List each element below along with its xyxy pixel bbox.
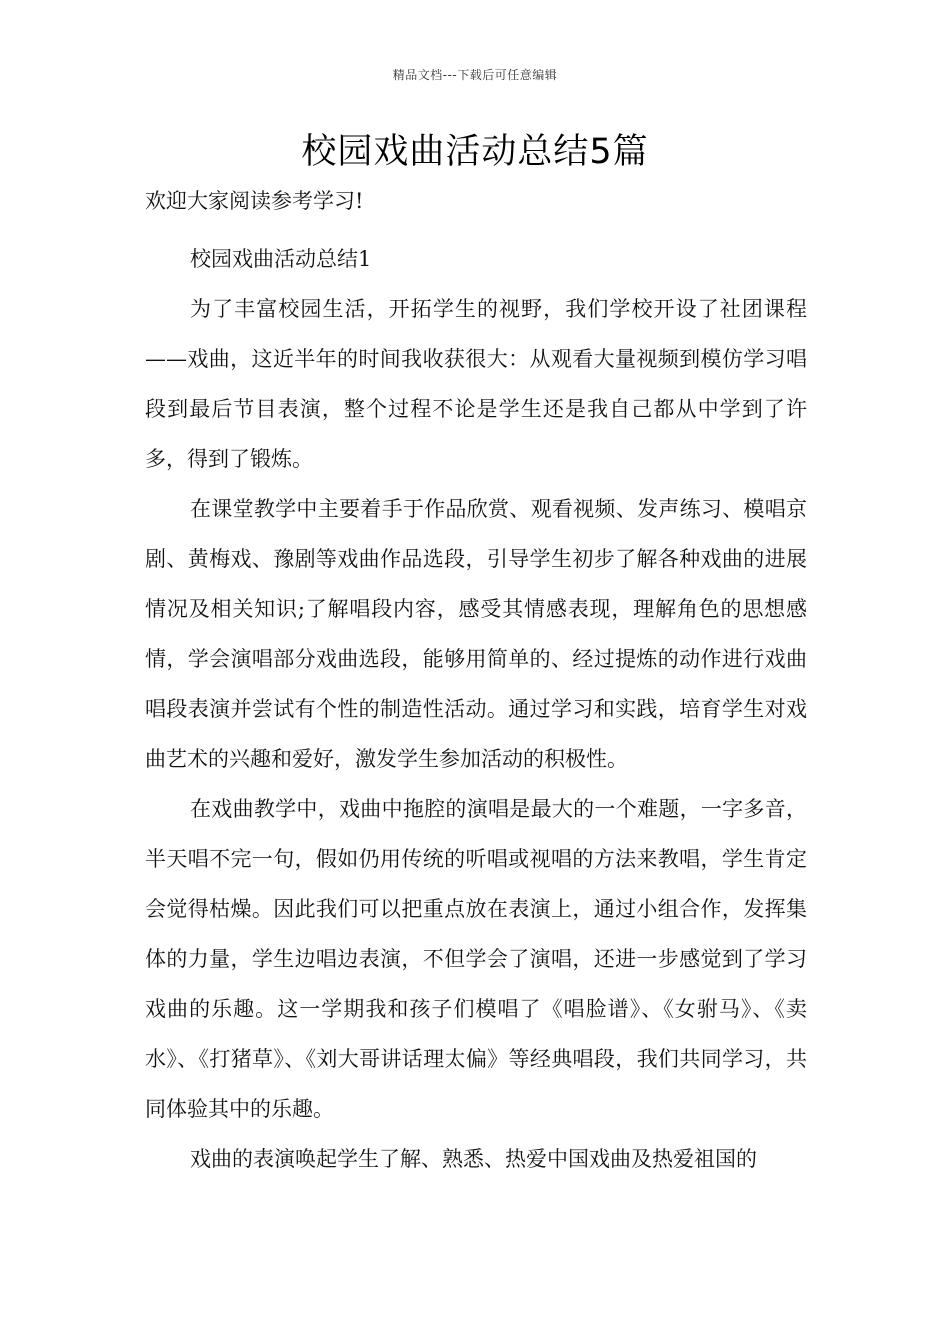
intro-line: 欢迎大家阅读参考学习! bbox=[145, 189, 364, 213]
paragraph: 戏曲的表演唤起学生了解、熟悉、热爱中国戏曲及热爱祖国的 bbox=[190, 1147, 757, 1171]
paragraph: 在课堂教学中主要着手于作品欣赏、观看视频、发声练习、模唱京剧、黄梅戏、豫剧等戏曲作品选段，引导学生初步了解各种戏曲的进展情况及相关知识;了解唱段内容，感受其情感表现，理解角色的思想感情，学会演唱部分戏曲选段，能够用简单的、经过提炼的动作进行戏曲唱段表演并尝试有个性的制造性活动。通过学习和实践，培育学生对戏曲艺术的兴趣和爱好，激发学生参加活动的积极性。 bbox=[145, 497, 807, 771]
document-title: 校园戏曲活动总结5篇 bbox=[301, 132, 649, 172]
paragraph: 为了丰富校园生活，开拓学生的视野，我们学校开设了社团课程——戏曲，这近半年的时间我收获很大：从观看大量视频到模仿学习唱段到最后节目表演，整个过程不论是学生还是我自己都从中学到了许多，得到了锻炼。 bbox=[145, 297, 807, 471]
section-heading: 校园戏曲活动总结1 bbox=[190, 247, 372, 271]
document-body bbox=[145, 182, 807, 1184]
paragraph: 在戏曲教学中，戏曲中拖腔的演唱是最大的一个难题，一字多音，半天唱不完一句，假如仍用传统的听唱或视唱的方法来教唱，学生肯定会觉得枯燥。因此我们可以把重点放在表演上，通过小组合作，发挥集体的力量，学生边唱边表演，不但学会了演唱，还进一步感觉到了学习戏曲的乐趣。这一学期我和孩子们模唱了《唱脸谱》、《女驸马》、《卖水》、《打猪草》、《刘大哥讲话理太偏》等经典唱段，我们共同学习，共同体验其中的乐趣。 bbox=[145, 797, 807, 1121]
header-note: 精品文档---下载后可任意编辑 bbox=[392, 68, 558, 82]
